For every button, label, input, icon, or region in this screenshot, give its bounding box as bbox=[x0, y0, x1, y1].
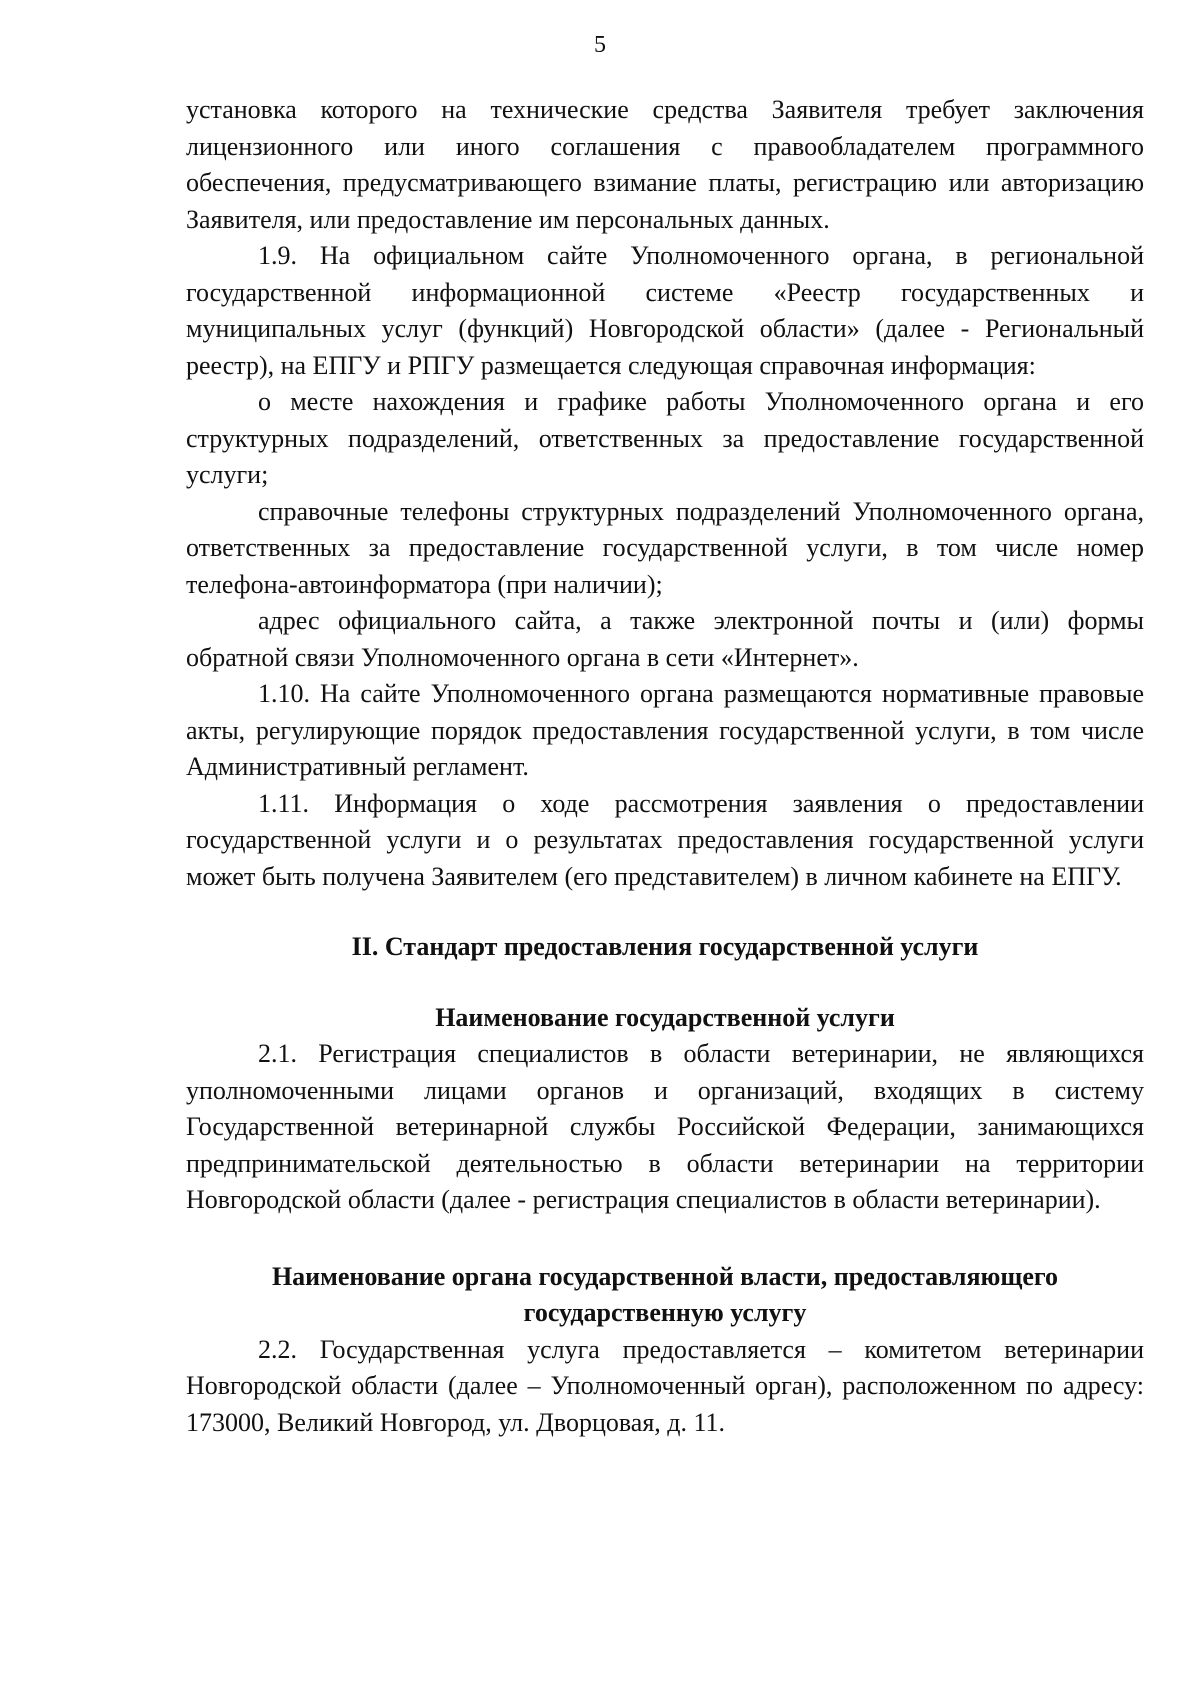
paragraph-2-2: 2.2. Государственная услуга предоставляется – комитетом ветеринарии Новгородской области (далее – Уполномоченный орган), расположенном по адресу: 173000, Великий Новгород, ул. Дворцовая, д. 11. bbox=[186, 1334, 1144, 1437]
section-2-title: II. Стандарт предоставления государственной услуги bbox=[351, 932, 979, 961]
page-number: 5 bbox=[594, 32, 606, 58]
paragraph-website-info: адрес официального сайта, а также электронной почты и (или) формы обратной связи Уполномоченного органа в сети «Интернет». bbox=[186, 606, 1144, 672]
paragraph-2-1: 2.1. Регистрация специалистов в области ветеринарии, не являющихся уполномоченными лицами органов и организаций, входящих в систему Государственной ветеринарной службы Российской Федерации, занимающихся предпринимательской деятельностью в области ветеринарии на территории Новгородской области (далее - регистрация специалистов в области ветеринарии). bbox=[186, 1039, 1144, 1214]
subheading-service-name: Наименование государственной услуги bbox=[435, 1002, 895, 1032]
paragraph-1-11: 1.11. Информация о ходе рассмотрения заявления о предоставлении государственной услуги и о результатах предоставления государственной услуги может быть получена Заявителем (его представителем) в личном кабинете на ЕПГУ. bbox=[186, 788, 1144, 891]
document-body bbox=[186, 92, 1144, 1441]
paragraph-phones-info: справочные телефоны структурных подразделений Уполномоченного органа, ответственных за предоставление государственной услуги, в том числе номер телефона-автоинформатора (при наличии); bbox=[186, 496, 1144, 599]
paragraph-1-10: 1.10. На сайте Уполномоченного органа размещаются нормативные правовые акты, регулирующие порядок предоставления государственной услуги, в том числе Административный регламент. bbox=[186, 679, 1144, 781]
subheading-authority-line-2: государственную услугу bbox=[523, 1298, 807, 1327]
paragraph-1-9: 1.9. На официальном сайте Уполномоченного органа, в региональной государственной информационной системе «Реестр государственных и муниципальных услуг (функций) Новгородской области» (далее - Региональный реестр), на ЕПГУ и РПГУ размещается следующая справочная информация: bbox=[186, 241, 1144, 380]
subheading-authority-line-1: Наименование органа государственной власти, предоставляющего bbox=[271, 1261, 1059, 1291]
paragraph-location-info: о месте нахождения и графике работы Уполномоченного органа и его структурных подразделений, ответственных за предоставление государственной услуги; bbox=[186, 387, 1144, 489]
paragraph-continuation: установка которого на технические средства Заявителя требует заключения лицензионного или иного соглашения с правообладателем программного обеспечения, предусматривающего взимание платы, регистрацию или авторизацию Заявителя, или предоставление им персональных данных. bbox=[186, 95, 1144, 234]
